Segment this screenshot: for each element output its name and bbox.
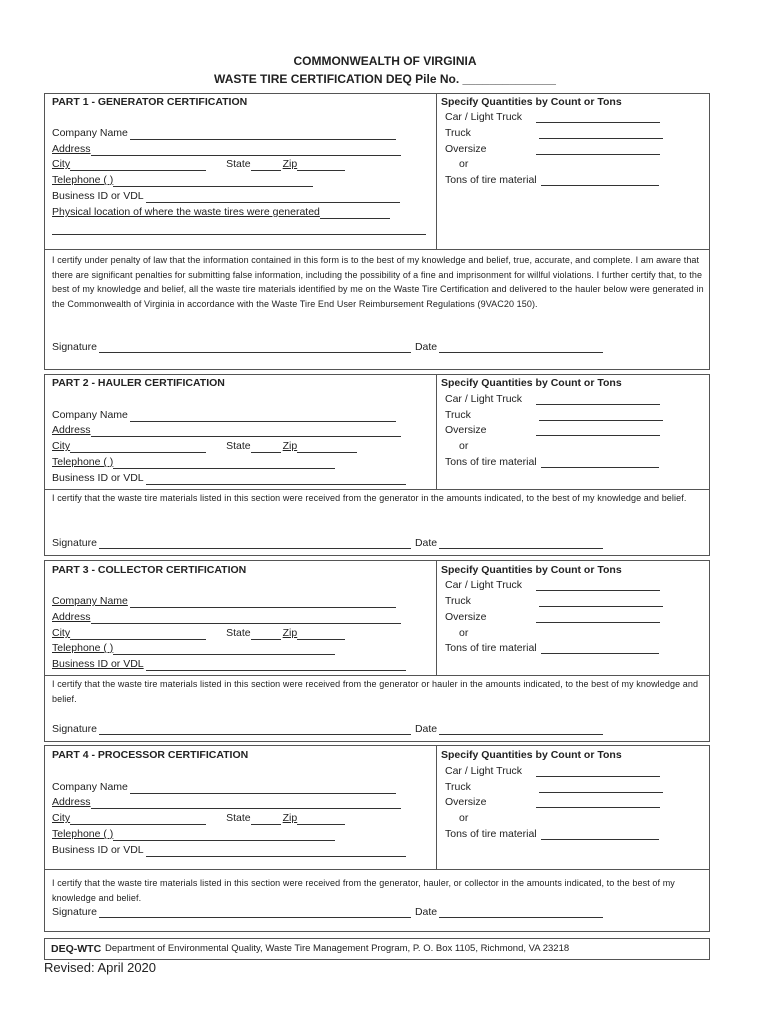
- part4-oversize-qty[interactable]: Oversize: [445, 796, 660, 808]
- part2-company-name-field[interactable]: Company Name: [52, 409, 396, 422]
- part2-quantities-heading: Specify Quantities by Count or Tons: [441, 377, 622, 389]
- part4-truck-qty[interactable]: Truck: [445, 781, 663, 793]
- part3-address-field[interactable]: Address: [52, 611, 401, 624]
- part4-address-field[interactable]: Address: [52, 796, 401, 809]
- part3-tons-qty[interactable]: Tons of tire material: [445, 642, 659, 654]
- revised-date: Revised: April 2020: [44, 960, 157, 975]
- part4-quantities-heading: Specify Quantities by Count or Tons: [441, 749, 622, 761]
- part2-title: PART 2 - HAULER CERTIFICATION: [52, 377, 225, 389]
- part3-business-id-field[interactable]: Business ID or VDL: [52, 658, 406, 671]
- part1-address-field[interactable]: Address: [52, 143, 401, 156]
- part2-truck-qty[interactable]: Truck: [445, 409, 663, 421]
- part1-cert-text: I certify under penalty of law that the information contained in this form is to the best of my knowledge and belief, true, accurate, and complete. I am aware that there are significant penalties for submitting false information, including the possibility of a fine and imprisonment for willful violations. I further certify that, to the best of my knowledge and belief, all the waste tire materials identified by me on the Waste Tire Certification and delivered to the hauler below were generated in the Commonwealth of Virginia in accordance with the Waste Tire End User Reimbursement Regulations (9VAC20 150).: [52, 255, 704, 309]
- form-code: DEQ-WTC: [51, 943, 102, 955]
- part2-or: or: [459, 440, 469, 452]
- part1-oversize-qty[interactable]: Oversize: [445, 143, 660, 155]
- part3-cert-text: I certify that the waste tire materials listed in this section were received from the generator or hauler in the amounts indicated, to the best of my knowledge and belief.: [52, 679, 699, 704]
- part3-quantities-heading: Specify Quantities by Count or Tons: [441, 564, 622, 576]
- part2-cert-text: I certify that the waste tire materials listed in this section were received from the generator in the amounts indicated, to the best of my knowledge and belief.: [52, 493, 687, 503]
- part4-car-qty[interactable]: Car / Light Truck: [445, 765, 660, 777]
- part1-signature-field[interactable]: Signature Date: [52, 341, 603, 353]
- part3-telephone-field[interactable]: Telephone ( ): [52, 642, 335, 655]
- part1-business-id-field[interactable]: Business ID or VDL: [52, 190, 400, 203]
- part1-truck-qty[interactable]: Truck: [445, 127, 663, 139]
- part4-cert-text: I certify that the waste tire materials listed in this section were received from the generator, hauler, or collector in the amounts indicated, to the best of my knowledge and belief.: [52, 878, 675, 903]
- part1-or: or: [459, 158, 469, 170]
- footer-address: Department of Environmental Quality, Waste Tire Management Program, P. O. Box 1105, Richmond, VA 23218: [105, 943, 570, 954]
- part4-tons-qty[interactable]: Tons of tire material: [445, 828, 659, 840]
- part2-car-qty[interactable]: Car / Light Truck: [445, 393, 660, 405]
- footer-box: [44, 938, 710, 960]
- part2-address-field[interactable]: Address: [52, 424, 401, 437]
- part1-tons-qty[interactable]: Tons of tire material: [445, 174, 659, 186]
- part4-or: or: [459, 812, 469, 824]
- part1-company-name-field[interactable]: Company Name: [52, 127, 396, 140]
- part2-city-field[interactable]: City State Zip: [52, 440, 357, 453]
- part2-signature-field[interactable]: Signature Date: [52, 537, 603, 549]
- part3-car-qty[interactable]: Car / Light Truck: [445, 579, 660, 591]
- part1-physical-location-line2[interactable]: [52, 222, 426, 235]
- part3-city-field[interactable]: City State Zip: [52, 627, 345, 640]
- part4-telephone-field[interactable]: Telephone ( ): [52, 828, 335, 841]
- part4-company-name-field[interactable]: Company Name: [52, 781, 396, 794]
- part1-physical-location-field[interactable]: Physical location of where the waste tires were generated: [52, 206, 390, 219]
- part3-title: PART 3 - COLLECTOR CERTIFICATION: [52, 564, 247, 576]
- part3-signature-field[interactable]: Signature Date: [52, 723, 603, 735]
- part3-oversize-qty[interactable]: Oversize: [445, 611, 660, 623]
- part1-quantities-heading: Specify Quantities by Count or Tons: [441, 96, 622, 108]
- form-title: WASTE TIRE CERTIFICATION DEQ Pile No. ______________: [214, 72, 556, 86]
- part1-telephone-field[interactable]: Telephone ( ): [52, 174, 313, 187]
- part3-company-name-field[interactable]: Company Name: [52, 595, 396, 608]
- part1-city-field[interactable]: City State Zip: [52, 158, 345, 171]
- part2-business-id-field[interactable]: Business ID or VDL: [52, 472, 406, 485]
- part1-title: PART 1 - GENERATOR CERTIFICATION: [52, 96, 248, 108]
- part2-tons-qty[interactable]: Tons of tire material: [445, 456, 659, 468]
- part4-title: PART 4 - PROCESSOR CERTIFICATION: [52, 749, 249, 761]
- part2-telephone-field[interactable]: Telephone ( ): [52, 456, 335, 469]
- part3-truck-qty[interactable]: Truck: [445, 595, 663, 607]
- part3-or: or: [459, 627, 469, 639]
- form-title-state: COMMONWEALTH OF VIRGINIA: [293, 54, 477, 68]
- part2-oversize-qty[interactable]: Oversize: [445, 424, 660, 436]
- part4-business-id-field[interactable]: Business ID or VDL: [52, 844, 406, 857]
- part1-car-qty[interactable]: Car / Light Truck: [445, 111, 660, 123]
- part4-city-field[interactable]: City State Zip: [52, 812, 345, 825]
- part4-signature-field[interactable]: Signature Date: [52, 906, 603, 918]
